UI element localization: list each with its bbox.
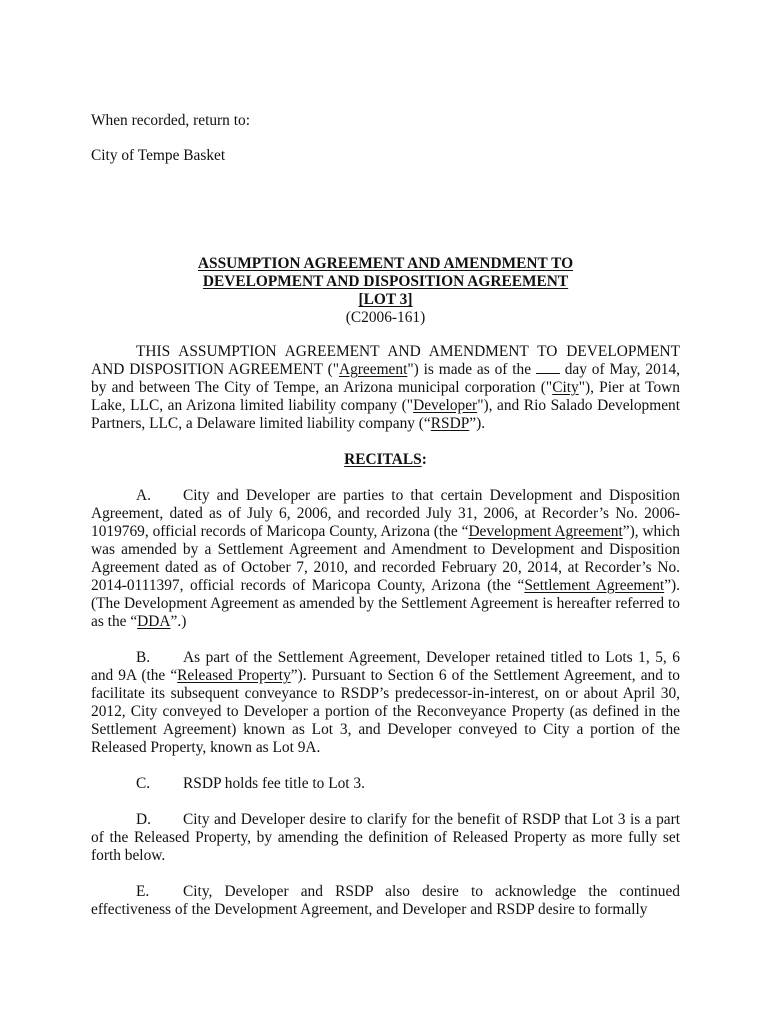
recitals-heading: RECITALS: — [344, 451, 427, 468]
return-to-address: City of Tempe Basket — [91, 147, 226, 164]
recorded-return-label: When recorded, return to: — [91, 112, 250, 129]
recital-letter: C. — [136, 775, 151, 792]
defined-term-city: City — [552, 379, 579, 396]
defined-term-agreement: Agreement — [338, 361, 408, 378]
title-line-1: ASSUMPTION AGREEMENT AND AMENDMENT TO — [197, 255, 574, 272]
recital-letter: B. — [136, 649, 151, 666]
recital-c: C. RSDP holds fee title to Lot 3. — [136, 775, 365, 792]
recital-letter: D. — [136, 811, 151, 828]
title-line-3: [LOT 3] — [358, 291, 413, 308]
document-body — [91, 343, 680, 937]
case-number: (C2006-161) — [345, 309, 426, 326]
recital-letter: A. — [136, 487, 151, 504]
recital-a: A. City and Developer are parties to that certain Development and Disposition Agreement, dated as of July 6, 2006, and recorded July 31, 2006, at Recorder’s No. 2006-1019769, official records of Maricopa County, Arizona (the “Development Agreement”), which was amended by a Settlement Agreement and Amendment to Development and Disposition Agreement dated as of October 7, 2010, and recorded February 20, 2014, at Recorder’s No. 2014-0111397, official records of Maricopa County, Arizona (the “Settlement Agreement”). (The Development Agreement as amended by the Settlement Agreement is hereafter referred to as the “DDA”.) — [91, 487, 681, 630]
intro-paragraph: THIS ASSUMPTION AGREEMENT AND AMENDMENT TO DEVELOPMENT AND DISPOSITION AGREEMENT ("Agreement") is made as of the day of May, 2014, by and between The City of Tempe, an Arizona municipal corporation ("City"), Pier at Town Lake, LLC, an Arizona limited liability company ("Developer"), and Rio Salado Development Partners, LLC, a Delaware limited liability company (“RSDP”). — [91, 343, 681, 432]
document-title — [91, 255, 680, 327]
recital-letter: E. — [136, 883, 150, 900]
recital-b: B. As part of the Settlement Agreement, Developer retained titled to Lots 1, 5, 6 and 9A (the “Released Property”). Pursuant to Section 6 of the Settlement Agreement, and to facilitate its subsequent conveyance to RSDP’s predecessor-in-interest, on or about April 30, 2012, City conveyed to Developer a portion of the Reconveyance Property (as defined in the Settlement Agreement) known as Lot 3, and Developer conveyed to City a portion of the Released Property, known as Lot 9A. — [91, 649, 680, 756]
defined-term-developer: Developer — [413, 397, 478, 414]
defined-term-dda: DDA — [137, 613, 171, 630]
title-line-2: DEVELOPMENT AND DISPOSITION AGREEMENT — [202, 273, 569, 290]
defined-term-released-property: Released Property — [177, 667, 291, 684]
defined-term-settlement-agreement: Settlement Agreement — [524, 577, 665, 594]
recital-e: E. City, Developer and RSDP also desire to acknowledge the continued effectiveness of the Development Agreement, and Developer and RSDP desire to formally — [91, 883, 680, 918]
defined-term-rsdp: RSDP — [430, 415, 470, 432]
recital-d: D. City and Developer desire to clarify for the benefit of RSDP that Lot 3 is a part of the Released Property, by amending the definition of Released Property as more fully set forth below. — [91, 811, 680, 864]
date-blank — [536, 361, 560, 374]
defined-term-development-agreement: Development Agreement — [468, 523, 623, 540]
